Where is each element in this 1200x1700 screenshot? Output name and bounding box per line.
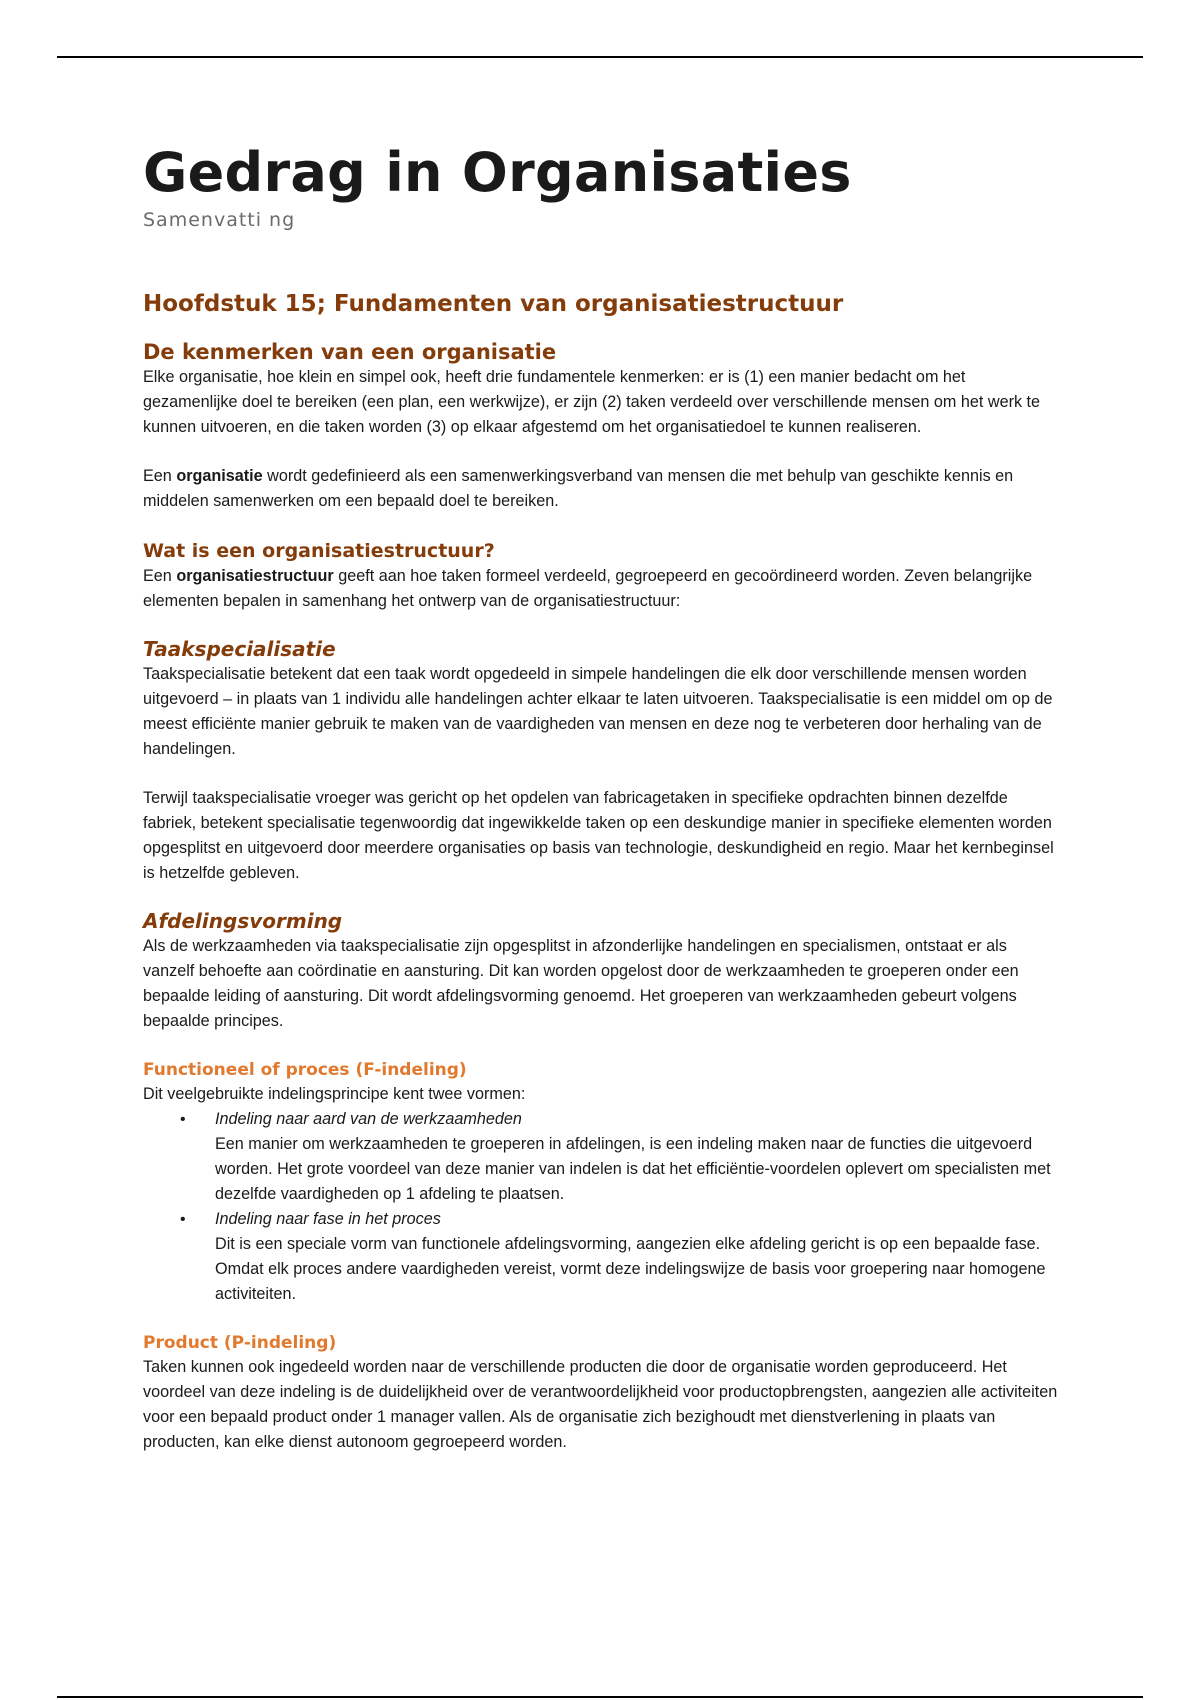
list-item-text: Een manier om werkzaamheden te groeperen in afdelingen, is een indeling maken naar de functies die uitgevoerd worden. Het grote voordeel van deze manier van indelen is dat het efficiëntie-voordelen oplevert om specialisten met dezelfde vaardigheden op 1 afdeling te plaatsen. <box>215 1135 1051 1203</box>
paragraph-taakspecialisatie-1: Taakspecialisatie betekent dat een taak wordt opgedeeld in simpele handelingen die elk door verschillende mensen worden uitgevoerd – in plaats van 1 individu alle handelingen achter elkaar te laten uitvoeren. Taakspecialisatie is een middel om op de meest efficiënte manier gebruik te maken van de vaardigheden van mensen en deze nog te verbeteren door herhaling van de handelingen. <box>143 665 1053 758</box>
list-item <box>143 1107 1058 1207</box>
subheading-product: Product (P-indeling) <box>143 1333 337 1353</box>
paragraph-definitie-organisatie <box>143 464 1058 514</box>
bold-term-organisatie: organisatie <box>176 467 263 485</box>
document-page <box>143 138 1058 1455</box>
list-item-title: Indeling naar fase in het proces <box>215 1210 441 1228</box>
text-run: Een <box>143 467 177 485</box>
list-item-text: Dit is een speciale vorm van functionele afdelingsvorming, aangezien elke afdeling gericht is op een bepaalde fase. Omdat elk proces andere vaardigheden vereist, vormt deze indelingswijze de basis voor groepering naar homogene activiteiten. <box>215 1235 1046 1303</box>
paragraph-product: Taken kunnen ook ingedeeld worden naar de verschillende producten die door de organisatie worden geproduceerd. Het voordeel van deze indeling is de duidelijkheid over de verantwoordelijkheid voor productopbrengsten, aangezien alle activiteiten voor een bepaald product onder 1 manager vallen. Als de organisatie zich bezighoudt met dienstverlening in plaats van producten, kan elke dienst autonoom gegroepeerd worden. <box>143 1358 1058 1451</box>
subheading-afdelingsvorming: Afdelingsvorming <box>143 909 343 933</box>
paragraph-taakspecialisatie-2: Terwijl taakspecialisatie vroeger was gericht op het opdelen van fabricagetaken in specifieke opdrachten binnen dezelfde fabriek, betekent specialisatie tegenwoordig dat ingewikkelde taken op een deskundige manier in specifieke elementen worden opgesplitst en uitgevoerd door meerdere organisaties op basis van technologie, deskundigheid en regio. Maar het kernbeginsel is hetzelfde gebleven. <box>143 789 1054 882</box>
section-heading-kenmerken: De kenmerken van een organisatie <box>143 340 557 364</box>
subheading-functioneel: Functioneel of proces (F-indeling) <box>143 1060 467 1080</box>
header-rule <box>57 56 1143 58</box>
text-run: geeft aan hoe taken formeel verdeeld, gegroepeerd en gecoördineerd worden. Zeven belangrijke elementen bepalen in samenhang het ontwerp van de organisatiestructuur: <box>143 567 1033 610</box>
text-run: wordt gedefinieerd als een samenwerkingsverband van mensen die met behulp van geschikte kennis en middelen samenwerken om een bepaald doel te bereiken. <box>143 467 1014 510</box>
paragraph-organisatiestructuur <box>143 564 1058 614</box>
text-run: Een <box>143 567 177 585</box>
chapter-heading: Hoofdstuk 15; Fundamenten van organisatiestructuur <box>143 291 844 317</box>
section-heading-organisatiestructuur: Wat is een organisatiestructuur? <box>143 540 495 562</box>
paragraph-functioneel-intro: Dit veelgebruikte indelingsprincipe kent twee vormen: <box>143 1085 526 1103</box>
paragraph-kenmerken: Elke organisatie, hoe klein en simpel ook, heeft drie fundamentele kenmerken: er is (1) een manier bedacht om het gezamenlijke doel te bereiken (een plan, een werkwijze), er zijn (2) taken verdeeld over verschillende mensen om het werk te kunnen uitvoeren, en die taken worden (3) op elkaar afgestemd om het organisatiedoel te kunnen realiseren. <box>143 368 1041 436</box>
subheading-taakspecialisatie: Taakspecialisatie <box>143 637 336 661</box>
document-title: Gedrag in Organisaties <box>143 141 852 204</box>
list-item <box>143 1207 1058 1307</box>
paragraph-afdelingsvorming: Als de werkzaamheden via taakspecialisatie zijn opgesplitst in afzonderlijke handelingen en specialismen, ontstaat er als vanzelf behoefte aan coördinatie en aansturing. Dit kan worden opgelost door de werkzaamheden te groeperen onder een bepaalde leiding of aansturing. Dit wordt afdelingsvorming genoemd. Het groeperen van werkzaamheden gebeurt volgens bepaalde principes. <box>143 937 1019 1030</box>
document-subtitle: Samenvatti ng <box>143 209 296 231</box>
bold-term-organisatiestructuur: organisatiestructuur <box>176 567 334 585</box>
footer-rule <box>57 1696 1143 1698</box>
bullet-list <box>143 1107 1058 1307</box>
list-item-title: Indeling naar aard van de werkzaamheden <box>215 1110 522 1128</box>
bullet-glyph: • <box>180 1111 186 1128</box>
bullet-glyph: • <box>180 1211 186 1228</box>
